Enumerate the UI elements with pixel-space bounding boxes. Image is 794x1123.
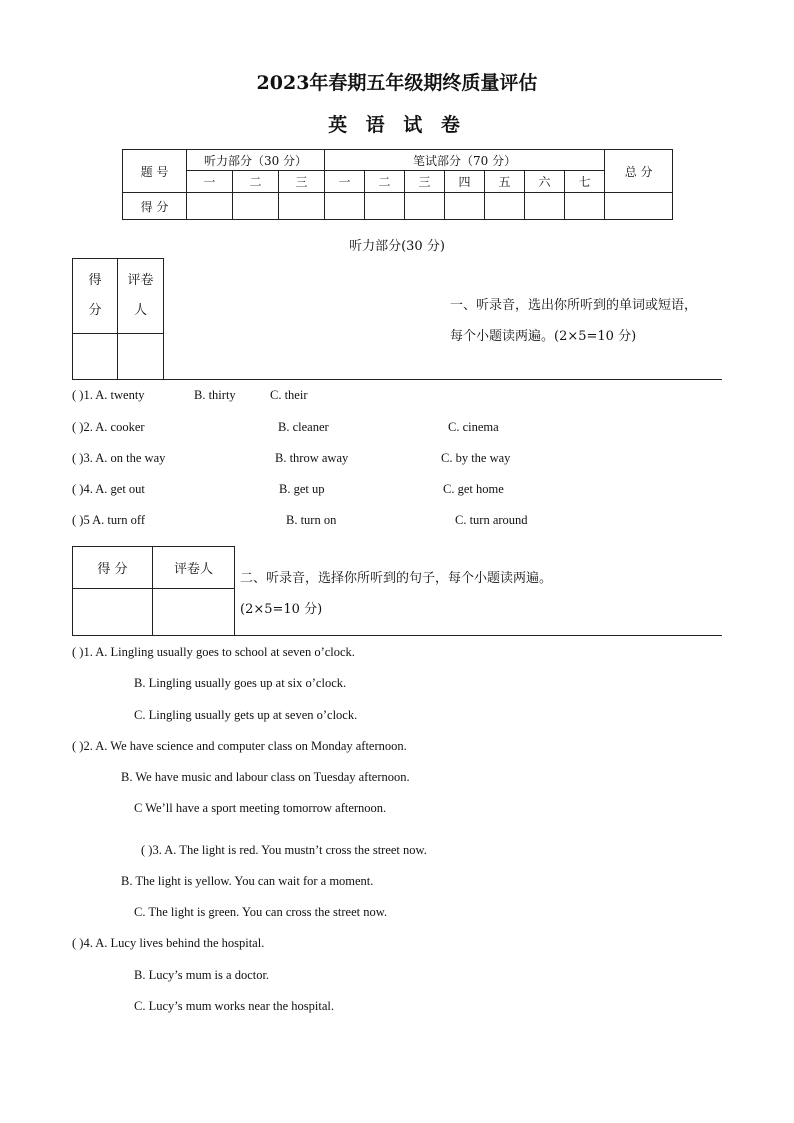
score-cell[interactable] [233,193,279,220]
score-label: 得 分 [123,193,187,220]
score-cell[interactable] [565,193,605,220]
s2-q3-c: C. The light is green. You can cross the street now. [134,905,388,919]
score-cell[interactable] [365,193,405,220]
grade-defen-label: 得 分 [73,547,153,589]
s1-q3-c: C. by the way [441,451,511,465]
score-cell[interactable] [279,193,325,220]
s1-q2-a: ( )2. A. cooker [72,420,145,434]
total-score-cell[interactable] [605,193,673,220]
s2-q4-b: B. Lucy’s mum is a doctor. [134,968,270,982]
s1-q2-c: C. cinema [448,420,499,434]
s1-q5-a: ( )5 A. turn off [72,513,146,527]
section1-divider [72,379,722,380]
s1-q2-b: B. cleaner [278,420,329,434]
listening-num: 二 [233,171,279,193]
score-cell[interactable] [445,193,485,220]
score-cell[interactable] [325,193,365,220]
score-table [122,149,673,220]
s2-q1-a: ( )1. A. Lingling usually goes to school at seven o’clock. [72,645,355,659]
written-num: 六 [525,171,565,193]
s2-q4-a: ( )4. A. Lucy lives behind the hospital. [72,936,265,950]
s1-q5-b: B. turn on [286,513,337,527]
grade-grader-input[interactable] [153,589,235,636]
written-num: 七 [565,171,605,193]
written-num: 二 [365,171,405,193]
listening-header: 听力部分（30 分） [187,150,325,171]
s1-q5-c: C. turn around [455,513,528,527]
listening-num: 一 [187,171,233,193]
listening-part-title: 听力部分(30 分) [349,239,445,254]
score-cell[interactable] [525,193,565,220]
listening-num: 三 [279,171,325,193]
s2-q2-b: B. We have music and labour class on Tuesday afternoon. [121,770,410,784]
section1-instruction-2: 每个小题读两遍。(2×5=10 分) [450,329,637,344]
s1-q1-a: ( )1. A. twenty [72,388,145,402]
section2-divider [72,635,722,636]
exam-title: 2023年春期五年级期终质量评估 [256,72,538,94]
written-num: 一 [325,171,365,193]
grade-score-input[interactable] [73,334,118,380]
s2-q1-b: B. Lingling usually goes up at six o’clock. [134,676,347,690]
total-header: 总 分 [605,150,673,193]
score-cell[interactable] [485,193,525,220]
written-header: 笔试部分（70 分） [325,150,605,171]
score-cell[interactable] [405,193,445,220]
s2-q4-c: C. Lucy’s mum works near the hospital. [134,999,334,1013]
grade-grader-input[interactable] [118,334,164,380]
written-num: 四 [445,171,485,193]
written-num: 三 [405,171,445,193]
score-cell[interactable] [187,193,233,220]
s1-q1-b: B. thirty [194,388,236,402]
s2-q2-a: ( )2. A. We have science and computer class on Monday afternoon. [72,739,407,753]
written-num: 五 [485,171,525,193]
s1-q4-c: C. get home [443,482,504,496]
grade-score-input[interactable] [73,589,153,636]
grade-defen-label: 得分 [73,259,118,334]
section2-instruction: 二、听录音，选择你所听到的句子，每个小题读两遍。 [240,571,553,586]
grade-pingjuan-label: 评卷人 [118,259,164,334]
s1-q3-b: B. throw away [275,451,349,465]
s2-q3-a: ( )3. A. The light is red. You mustn’t cross the street now. [141,843,427,857]
section1-instruction: 一、听录音，选出你所听到的单词或短语， [450,298,698,313]
grade-pingjuan-label: 评卷人 [153,547,235,589]
section2-instruction-2: (2×5=10 分) [240,602,323,617]
s2-q1-c: C. Lingling usually gets up at seven o’clock. [134,708,358,722]
s2-q3-b: B. The light is yellow. You can wait for a moment. [121,874,374,888]
s1-q3-a: ( )3. A. on the way [72,451,166,465]
s2-q2-c: C We’ll have a sport meeting tomorrow afternoon. [134,801,387,815]
section1-grade-box [72,258,164,380]
exam-subtitle: 英 语 试 卷 [328,114,466,136]
section2-grade-box [72,546,235,636]
s1-q4-b: B. get up [279,482,325,496]
s1-q4-a: ( )4. A. get out [72,482,145,496]
col-label-cell: 题 号 [123,150,187,193]
s1-q1-c: C. their [270,388,308,402]
